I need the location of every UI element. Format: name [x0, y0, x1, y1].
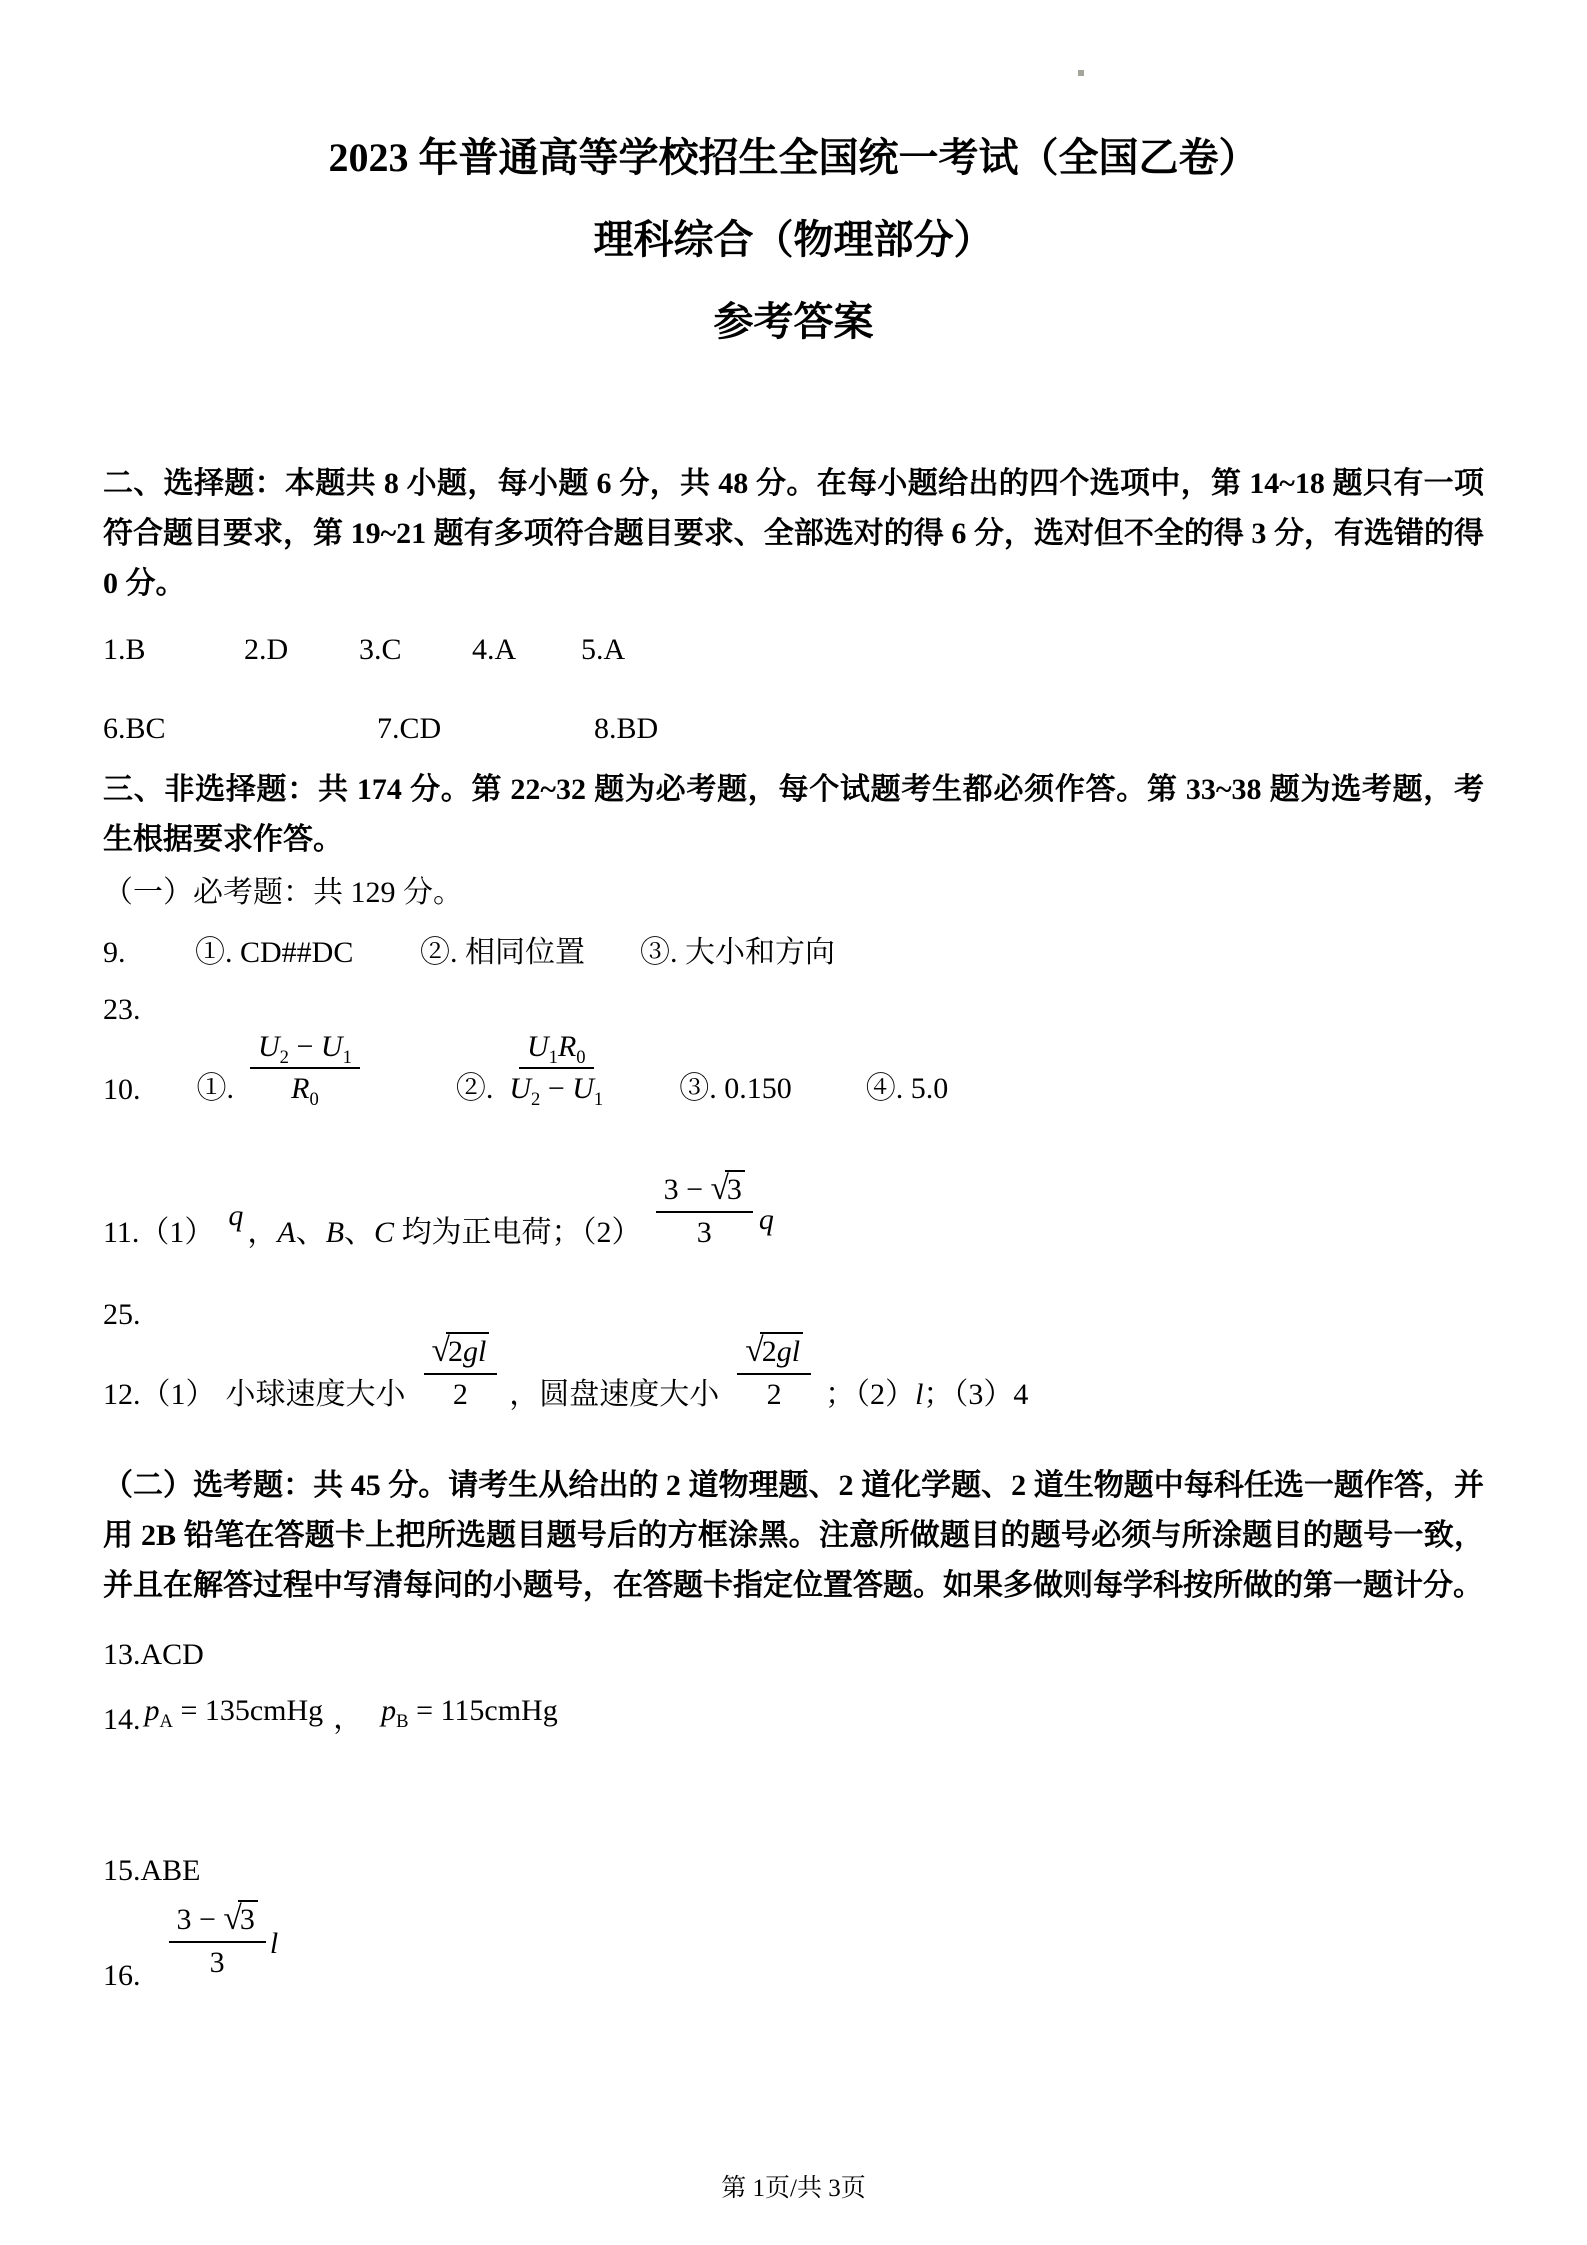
- q14-pressure-b-formula: $p_B$ = 115cmHg: [381, 1694, 558, 1732]
- fraction-numerator: [424, 1330, 498, 1375]
- answer-q5: 5.A: [581, 633, 626, 666]
- q12-text-disk-speed: ，圆盘速度大小: [509, 1378, 720, 1412]
- sqrt-3: √3: [223, 1903, 257, 1936]
- fraction-denominator: 3: [209, 1945, 225, 1979]
- q10-item3-answer: ③. 0.150: [679, 1072, 792, 1105]
- fraction-sqrt-2gl-over-2: [424, 1330, 498, 1413]
- answer-q4: 4.A: [472, 633, 517, 666]
- q11-label: 11.（1）: [103, 1216, 215, 1250]
- sqrt-2gl: √2gl: [432, 1335, 490, 1368]
- q11-result-variable: q: [758, 1203, 774, 1237]
- q10-item4-answer: ④. 5.0: [865, 1072, 949, 1105]
- answer-q1: 1.B: [103, 633, 146, 666]
- fraction-denominator: $U_2 - U_1$: [509, 1071, 604, 1110]
- q12-text-ball-speed: 小球速度大小: [225, 1378, 406, 1412]
- q14-comma: ，: [333, 1702, 364, 1735]
- fraction-denominator: $R_0$: [291, 1071, 319, 1110]
- radical-sign: √: [745, 1332, 764, 1369]
- q14-label: 14.: [103, 1703, 141, 1736]
- optional-section-intro: （二）选考题：共 45 分。请考生从给出的 2 道物理题、2 道化学题、2 道生物题中每科任选一题作答，并用 2B 铅笔在答题卡上把所选题目题号后的方框涂黑。注意所做题目的题号必须与所涂题目的题号一致，并且在解答过程中写清每问的小题号，在答题卡指定位置答题。如果多做则每学科按所做的第一题计分。: [103, 1469, 1484, 1602]
- answer-q2: 2.D: [244, 633, 289, 666]
- fraction-3-minus-sqrt3-over-3: [169, 1898, 266, 1981]
- answer-q12: [103, 1330, 1484, 1413]
- answer-q10: [103, 1028, 1484, 1110]
- fraction-numerator: 3 − √3: [169, 1898, 266, 1943]
- q9-label: 9.: [103, 936, 126, 969]
- fraction-denominator: 2: [766, 1377, 782, 1411]
- answer-q3: 3.C: [359, 633, 402, 666]
- answer-q7: 7.CD: [377, 712, 442, 745]
- fraction-numerator: [737, 1330, 811, 1375]
- q11-middle-text: ，A、B、C 均为正电荷；（2）: [247, 1216, 642, 1250]
- answer-q13: 13.ACD: [103, 1638, 204, 1671]
- q9-answer-1: ①. CD##DC: [195, 936, 354, 969]
- free-response-intro: 三、非选择题：共 174 分。第 22~32 题为必考题，每个试题考生都必须作答。第 33~38 题为选考题，考生根据要求作答。: [103, 773, 1484, 856]
- q23-label: 23.: [103, 993, 141, 1026]
- sqrt-2gl: √2gl: [745, 1335, 803, 1368]
- page-footer: 第 1页/共 3页: [721, 2175, 866, 2202]
- q9-answer-3: ③. 大小和方向: [640, 936, 835, 969]
- answer-row-6-8: [103, 712, 1484, 746]
- answer-q8: 8.BD: [594, 712, 659, 745]
- fraction-sqrt-2gl-over-2: [737, 1330, 811, 1413]
- q10-item1-label: ①.: [196, 1072, 234, 1105]
- q10-label: 10.: [103, 1073, 141, 1106]
- answer-q15: 15.ABE: [103, 1854, 201, 1887]
- fraction-u2-minus-u1-over-r0: [250, 1028, 360, 1110]
- answer-row-1-5: [103, 633, 1484, 667]
- fraction-3-minus-sqrt3-over-3: [656, 1168, 753, 1251]
- exam-title-line2: 理科综合（物理部分）: [593, 217, 994, 262]
- radical-sign: √: [431, 1332, 450, 1369]
- q10-item2-label: ②.: [455, 1072, 494, 1105]
- radical-sign: √: [710, 1170, 729, 1207]
- answer-q14: [103, 1693, 1484, 1737]
- q12-tail-text: ；（2）l；（3）4: [825, 1378, 1029, 1412]
- q14-pressure-a-formula: $p_A$ = 135cmHg: [144, 1694, 324, 1732]
- answer-q6: 6.BC: [103, 712, 166, 745]
- exam-title-line1: 2023 年普通高等学校招生全国统一考试（全国乙卷）: [328, 135, 1259, 180]
- fraction-denominator: 3: [696, 1215, 712, 1249]
- fraction-numerator: $U_1R_0$: [519, 1028, 594, 1069]
- exam-title-line3: 参考答案: [713, 299, 874, 344]
- fraction-numerator: $U_2 - U_1$: [250, 1028, 360, 1069]
- radical-sign: √: [223, 1900, 242, 1937]
- q12-label: 12.（1）: [103, 1378, 216, 1412]
- fraction-u1r0-over-u2-minus-u1: [509, 1028, 604, 1110]
- fraction-denominator: 2: [452, 1377, 468, 1411]
- sqrt-3: √3: [710, 1173, 744, 1206]
- q16-length-variable: l: [269, 1927, 279, 1961]
- answer-q16: [103, 1898, 1484, 1993]
- answer-q9: [103, 931, 1484, 975]
- q11-charge-variable: q: [228, 1199, 244, 1233]
- answer-q11: [103, 1168, 1484, 1251]
- q16-label: 16.: [103, 1959, 141, 1993]
- choice-section-intro: 二、选择题：本题共 8 小题，每小题 6 分，共 48 分。在每小题给出的四个选项中，第 14~18 题只有一项符合题目要求，第 19~21 题有多项符合题目要求、全部选对的得 6 分，选对但不全的得 3 分，有选错的得 0 分。: [103, 467, 1484, 600]
- scan-artifact-dot: [1078, 70, 1084, 76]
- q25-label: 25.: [103, 1298, 141, 1331]
- q9-answer-2: ②. 相同位置: [420, 936, 585, 969]
- fraction-numerator: 3 − √3: [656, 1168, 753, 1213]
- required-questions-heading: （一）必考题：共 129 分。: [103, 876, 463, 909]
